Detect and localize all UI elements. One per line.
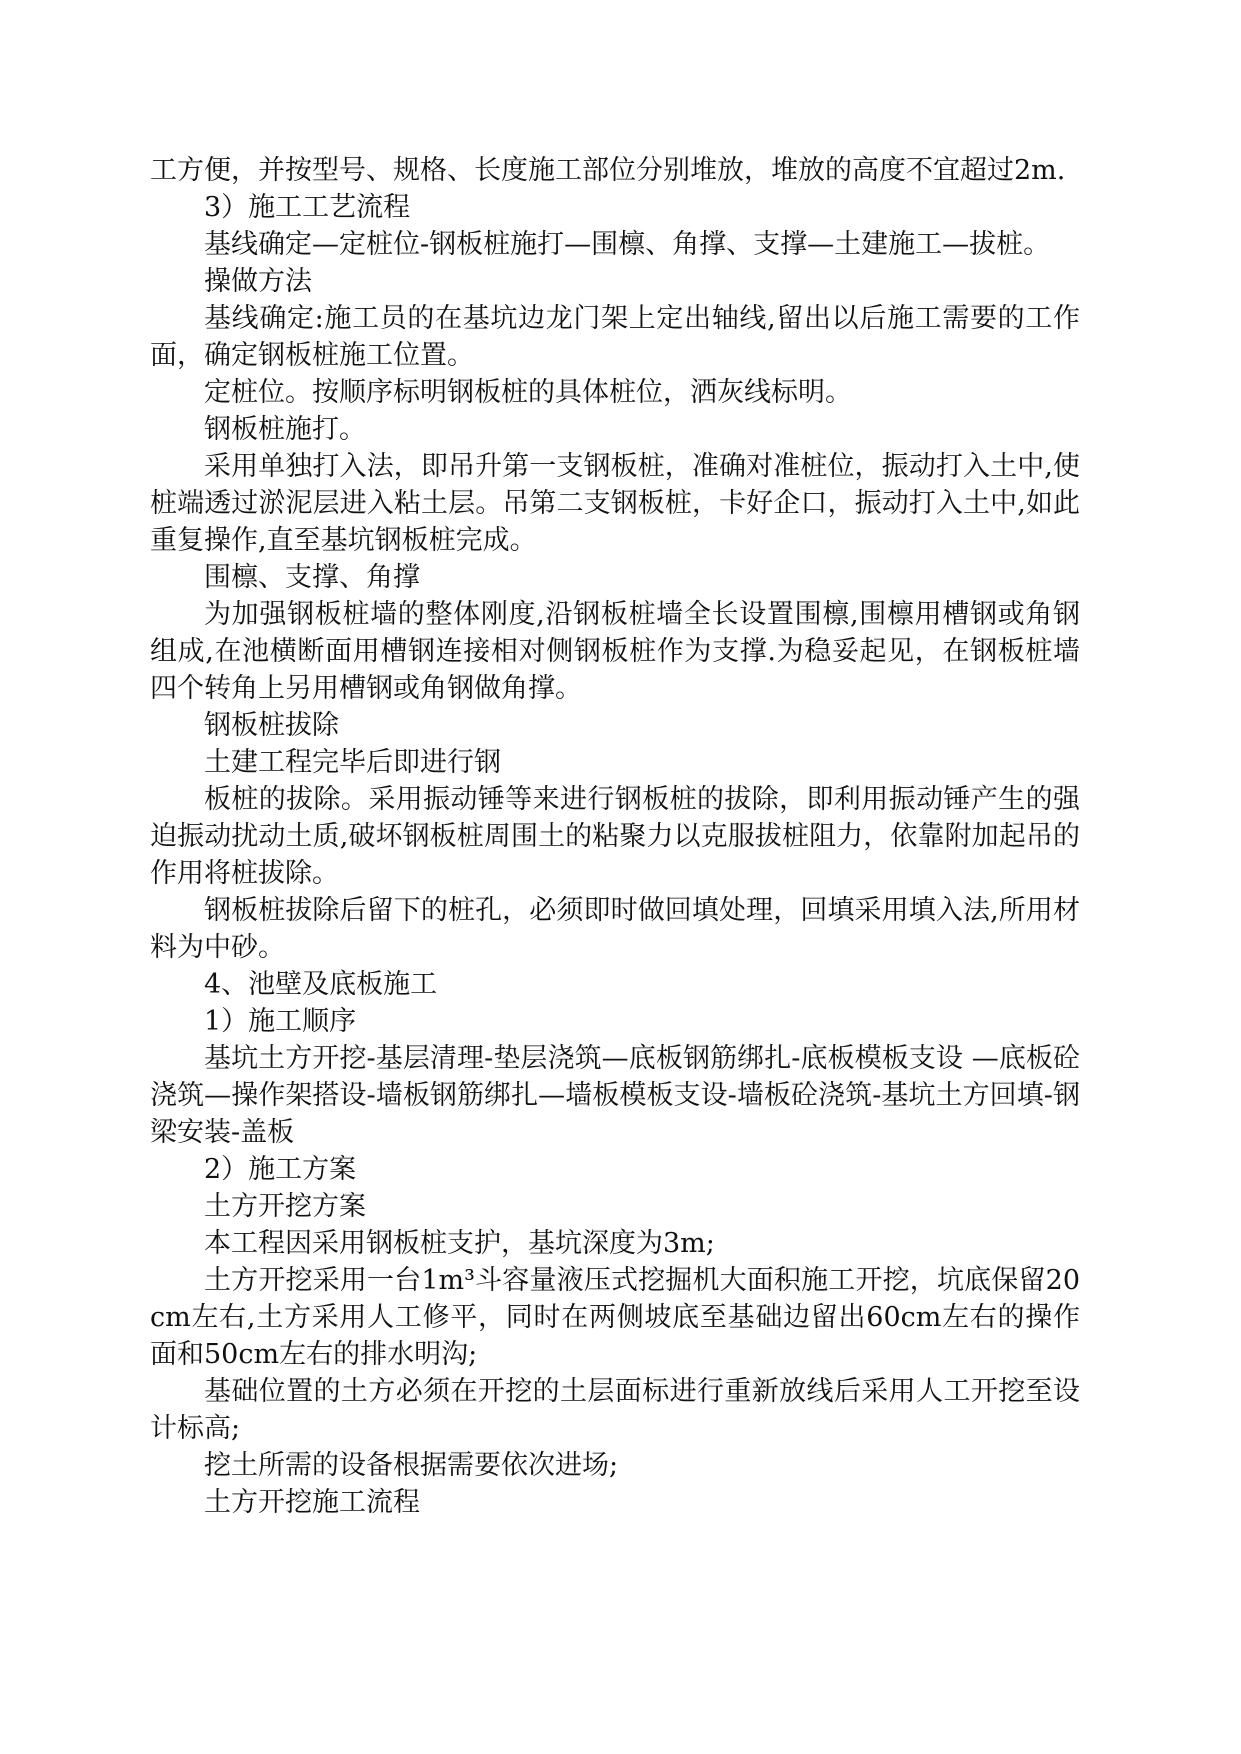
paragraph: 3）施工工艺流程 [204,192,411,223]
paragraph: 板桩的拔除。采用振动锤等来进行钢板桩的拔除，即利用振动锤产生的强迫振动扰动土质,破坏钢板桩周围土的粘聚力以克服拔桩阻力，依靠附加起吊的作用将桩拔除。 [150,784,1080,889]
paragraph: 土建工程完毕后即进行钢 [204,747,501,778]
paragraph: 采用单独打入法，即吊升第一支钢板桩，准确对准桩位，振动打入土中,使桩端透过淤泥层进入粘土层。吊第二支钢板桩，卡好企口，振动打入土中,如此重复操作,直至基坑钢板桩完成。 [150,451,1080,556]
paragraph: 挖土所需的设备根据需要依次进场; [204,1450,619,1481]
paragraph: 基线确定—定桩位-钢板桩施打—围檩、角撑、支撑—土建施工—拔桩。 [204,229,1051,260]
paragraph: 钢板桩拔除后留下的桩孔，必须即时做回填处理，回填采用填入法,所用材料为中砂。 [150,895,1080,963]
paragraph: 基坑土方开挖-基层清理-垫层浇筑—底板钢筋绑扎-底板模板支设 —底板砼浇筑—操作架搭设-墙板钢筋绑扎—墙板模板支设-墙板砼浇筑-基坑土方回填-钢梁安装-盖板 [150,1043,1080,1148]
paragraph: 定桩位。按顺序标明钢板桩的具体桩位，洒灰线标明。 [204,377,852,408]
paragraph: 围檩、支撑、角撑 [204,562,420,593]
paragraph: 4、池壁及底板施工 [204,969,438,1000]
paragraph: 操做方法 [204,266,312,297]
paragraph: 为加强钢板桩墙的整体刚度,沿钢板桩墙全长设置围檩,围檩用槽钢或角钢组成,在池横断面用槽钢连接相对侧钢板桩作为支撑.为稳妥起见，在钢板桩墙四个转角上另用槽钢或角钢做角撑。 [150,599,1080,704]
document-body [150,152,1080,1521]
paragraph: 钢板桩施打。 [204,414,366,445]
paragraph: 2）施工方案 [204,1154,357,1185]
paragraph: 钢板桩拔除 [204,710,339,741]
paragraph: 土方开挖采用一台1m³斗容量液压式挖掘机大面积施工开挖，坑底保留20cm左右,土方采用人工修平，同时在两侧坡底至基础边留出60cm左右的操作面和50cm左右的排水明沟; [150,1265,1080,1370]
paragraph: 基线确定:施工员的在基坑边龙门架上定出轴线,留出以后施工需要的工作面，确定钢板桩施工位置。 [150,303,1080,371]
paragraph: 1）施工顺序 [204,1006,357,1037]
paragraph: 土方开挖方案 [204,1191,366,1222]
paragraph: 土方开挖施工流程 [204,1487,420,1518]
paragraph: 基础位置的土方必须在开挖的土层面标进行重新放线后采用人工开挖至设计标高; [150,1376,1080,1444]
paragraph: 本工程因采用钢板桩支护，基坑深度为3m; [204,1228,715,1259]
paragraph: 工方便，并按型号、规格、长度施工部位分别堆放，堆放的高度不宜超过2m. [150,155,1066,186]
